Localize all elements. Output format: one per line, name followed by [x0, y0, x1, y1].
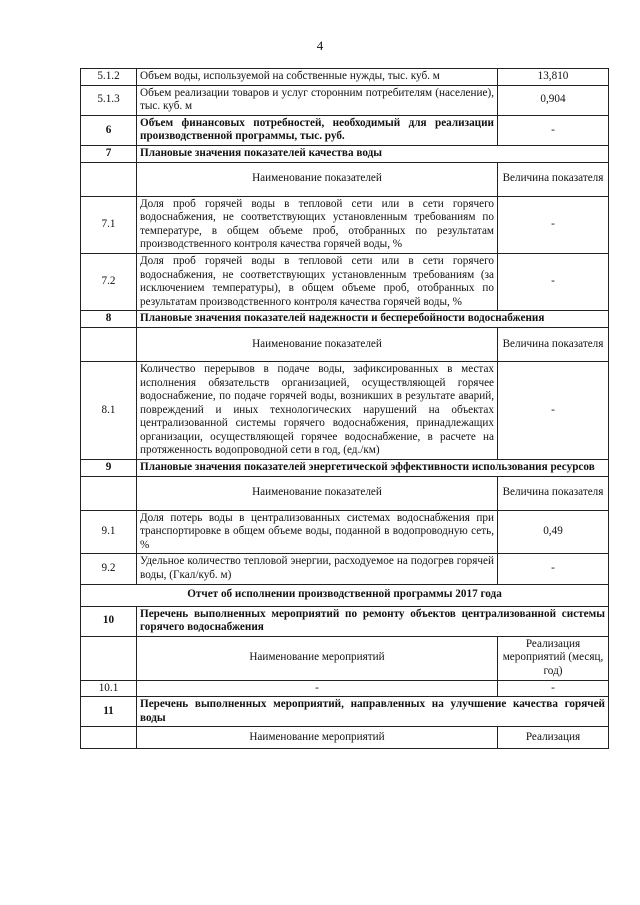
empty-cell	[81, 162, 137, 196]
program-table	[80, 68, 609, 749]
section-number: 8	[81, 311, 137, 328]
table-row-9-2	[81, 554, 609, 584]
column-header-name: Наименование показателей	[137, 476, 498, 510]
row-value: 0,904	[498, 85, 609, 115]
table-row-7-1	[81, 196, 609, 253]
row-number: 9.1	[81, 510, 137, 554]
section-number: 7	[81, 145, 137, 162]
empty-cell	[81, 636, 137, 680]
section-number: 9	[81, 460, 137, 477]
row-number: 7.1	[81, 196, 137, 253]
table-row-11	[81, 697, 609, 727]
column-header-name: Наименование мероприятий	[137, 727, 498, 749]
empty-cell	[81, 727, 137, 749]
table-header-8	[81, 327, 609, 361]
section-title: Плановые значения показателей энергетической эффективности использования ресурсов	[137, 460, 609, 477]
empty-cell	[81, 327, 137, 361]
table-row-5-1-2	[81, 69, 609, 86]
table-row-9-1	[81, 510, 609, 554]
row-value: -	[498, 253, 609, 310]
row-text: Объем воды, используемой на собственные нужды, тыс. куб. м	[137, 69, 498, 86]
row-value: -	[498, 196, 609, 253]
row-number: 5.1.2	[81, 69, 137, 86]
row-value: -	[498, 554, 609, 584]
row-number: 7.2	[81, 253, 137, 310]
row-text: Удельное количество тепловой энергии, расходуемое на подогрев горячей воды, (Гкал/куб. м)	[137, 554, 498, 584]
section-number: 11	[81, 697, 137, 727]
column-header-name: Наименование показателей	[137, 162, 498, 196]
section-title: Плановые значения показателей надежности и бесперебойности водоснабжения	[137, 311, 609, 328]
row-value: -	[498, 361, 609, 459]
section-title: Перечень выполненных мероприятий по ремонту объектов централизованной системы горячего водоснабжения	[137, 606, 609, 636]
row-text: Объем реализации товаров и услуг сторонним потребителям (население), тыс. куб. м	[137, 85, 498, 115]
section-title: Перечень выполненных мероприятий, направленных на улучшение качества горячей воды	[137, 697, 609, 727]
row-text: Доля проб горячей воды в тепловой сети или в сети горячего водоснабжения, не соответствующих установленным требованиям (за исключением температуры), в общем объеме проб, отобранных по результатам производственного контроля качества горячей воды, %	[137, 253, 498, 310]
row-value: -	[498, 115, 609, 145]
row-text: Доля потерь воды в централизованных системах водоснабжения при транспортировке в общем объеме воды, поданной в водопроводную сеть, %	[137, 510, 498, 554]
column-header-value: Величина показателя	[498, 162, 609, 196]
page-number: 4	[316, 38, 324, 53]
report-heading: Отчет об исполнении производственной программы 2017 года	[81, 584, 609, 606]
table-row-10	[81, 606, 609, 636]
row-text: Количество перерывов в подаче воды, зафиксированных в местах исполнения обязательств организацией, осуществляющей горячее водоснабжение, по подаче горячей воды, возникших в результате аварий, повреждений и иных технологических нарушений на объектах централизованной системы горячего водоснабжения, принадлежащих организации, осуществляющей горячее водоснабжение, в расчете на протяженность водопроводной сети в год, (ед./км)	[137, 361, 498, 459]
row-value: -	[498, 680, 609, 697]
table-row-8-1	[81, 361, 609, 459]
section-title: Объем финансовых потребностей, необходимый для реализации производственной программы, тыс. руб.	[137, 115, 498, 145]
column-header-value: Реализация	[498, 727, 609, 749]
table-row-6	[81, 115, 609, 145]
row-number: 9.2	[81, 554, 137, 584]
report-heading-row	[81, 584, 609, 606]
row-number: 5.1.3	[81, 85, 137, 115]
table-header-7	[81, 162, 609, 196]
row-value: 13,810	[498, 69, 609, 86]
row-number: 8.1	[81, 361, 137, 459]
row-value: 0,49	[498, 510, 609, 554]
table-header-10	[81, 636, 609, 680]
table-row-7	[81, 145, 609, 162]
column-header-value: Величина показателя	[498, 476, 609, 510]
table-row-9	[81, 460, 609, 477]
row-text: -	[137, 680, 498, 697]
row-text: Доля проб горячей воды в тепловой сети или в сети горячего водоснабжения, не соответствующих установленным требованиям по температуре, в общем объеме проб, отобранных по результатам производственного контроля качества горячей воды, %	[137, 196, 498, 253]
table-header-9	[81, 476, 609, 510]
table-row-8	[81, 311, 609, 328]
table-header-11	[81, 727, 609, 749]
section-number: 6	[81, 115, 137, 145]
empty-cell	[81, 476, 137, 510]
column-header-name: Наименование показателей	[137, 327, 498, 361]
column-header-name: Наименование мероприятий	[137, 636, 498, 680]
table-row-10-1	[81, 680, 609, 697]
table-row-5-1-3	[81, 85, 609, 115]
section-title: Плановые значения показателей качества воды	[137, 145, 609, 162]
table-row-7-2	[81, 253, 609, 310]
column-header-value: Реализация мероприятий (месяц, год)	[498, 636, 609, 680]
row-number: 10.1	[81, 680, 137, 697]
section-number: 10	[81, 606, 137, 636]
column-header-value: Величина показателя	[498, 327, 609, 361]
